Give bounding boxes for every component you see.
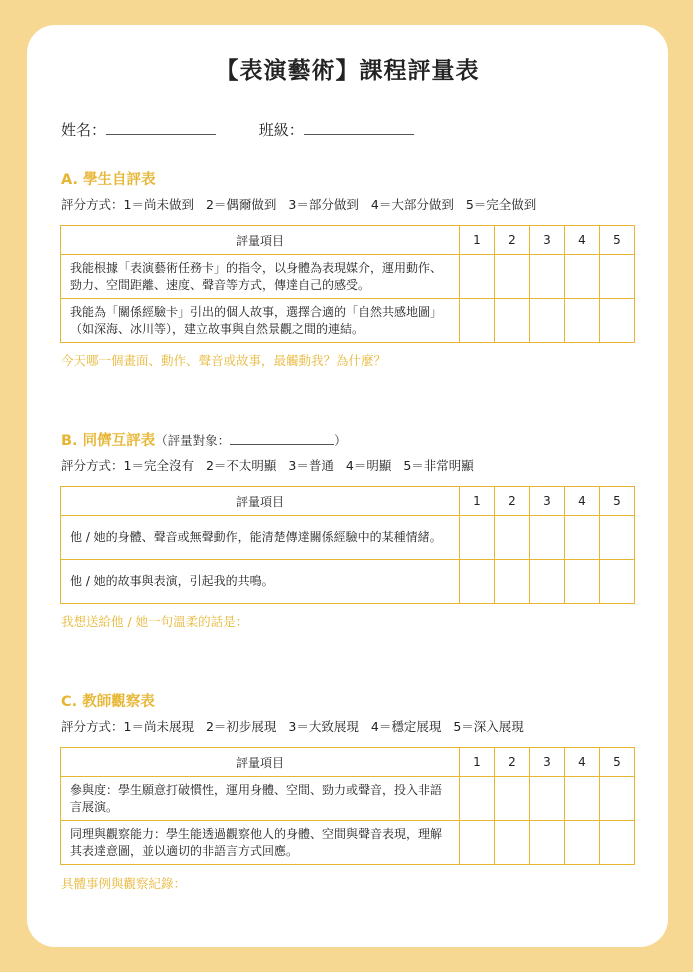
score-cell[interactable] [495,516,530,560]
score-cell[interactable] [495,255,530,299]
class-field [259,119,414,140]
header-score-4: 4 [565,487,600,516]
target-input-line[interactable] [230,432,334,445]
name-label: 姓名： [61,121,107,139]
table-row [61,516,635,560]
score-cell[interactable] [495,777,530,821]
score-cell[interactable] [460,777,495,821]
score-cell[interactable] [600,299,635,343]
item-text: 我能為「關係經驗卡」引出的個人故事，選擇合適的「自然共感地圖」（如深海、冰川等），建立故事與自然景觀之間的連結。 [61,299,460,343]
table-row [61,299,635,343]
score-cell[interactable] [460,299,495,343]
score-cell[interactable] [600,821,635,865]
section-a-title: A. 學生自評表 [61,172,156,188]
score-cell[interactable] [495,299,530,343]
section-a-scale: 評分方式：1＝尚未做到 2＝偶爾做到 3＝部分做到 4＝大部分做到 5＝完全做到 [61,197,537,212]
header-score-1: 1 [460,226,495,255]
score-cell[interactable] [460,821,495,865]
score-cell[interactable] [530,299,565,343]
header-score-3: 3 [530,487,565,516]
section-c-scale: 評分方式：1＝尚未展現 2＝初步展現 3＝大致展現 4＝穩定展現 5＝深入展現 [61,719,524,734]
header-score-4: 4 [565,226,600,255]
section-b-prompt: 我想送給他 / 她一句溫柔的話是： [61,614,249,629]
page-title: 【表演藝術】課程評量表 [215,58,480,84]
table-header-row [61,487,635,516]
header-score-3: 3 [530,226,565,255]
item-text: 他 / 她的故事與表演，引起我的共鳴。 [61,560,460,604]
score-cell[interactable] [495,821,530,865]
table-row [61,560,635,604]
header-score-5: 5 [600,226,635,255]
score-cell[interactable] [565,299,600,343]
section-c-title: C. 教師觀察表 [61,694,155,710]
name-field [61,119,216,140]
item-text: 他 / 她的身體、聲音或無聲動作，能清楚傳達關係經驗中的某種情緒。 [61,516,460,560]
section-b-title: B. 同儕互評表（評量對象： ） [61,433,347,449]
section-c-prompt: 具體事例與觀察紀錄： [61,876,187,891]
section-b-scale: 評分方式：1＝完全沒有 2＝不太明顯 3＝普通 4＝明顯 5＝非常明顯 [61,458,474,473]
score-cell[interactable] [565,821,600,865]
student-info-row [61,119,452,140]
header-score-4: 4 [565,748,600,777]
item-text: 同理與觀察能力：學生能透過觀察他人的身體、空間與聲音表現，理解其表達意圖，並以適切的非語言方式回應。 [61,821,460,865]
score-cell[interactable] [530,821,565,865]
score-cell[interactable] [530,777,565,821]
score-cell[interactable] [495,560,530,604]
score-cell[interactable] [530,516,565,560]
evaluation-sheet [27,25,668,947]
table-row [61,821,635,865]
score-cell[interactable] [600,255,635,299]
score-cell[interactable] [565,560,600,604]
score-cell[interactable] [460,255,495,299]
header-score-5: 5 [600,487,635,516]
header-item: 評量項目 [61,487,460,516]
score-cell[interactable] [565,777,600,821]
item-text: 我能根據「表演藝術任務卡」的指令，以身體為表現媒介，運用動作、勁力、空間距離、速度、聲音等方式，傳達自己的感受。 [61,255,460,299]
table-row [61,777,635,821]
item-text: 參與度：學生願意打破慣性，運用身體、空間、勁力或聲音，投入非語言展演。 [61,777,460,821]
score-cell[interactable] [460,516,495,560]
header-score-5: 5 [600,748,635,777]
table-header-row [61,226,635,255]
section-c-table [60,747,635,865]
section-a-prompt: 今天哪一個畫面、動作、聲音或故事，最觸動我？為什麼？ [61,353,387,368]
header-score-2: 2 [495,226,530,255]
header-item: 評量項目 [61,226,460,255]
header-item: 評量項目 [61,748,460,777]
score-cell[interactable] [530,560,565,604]
score-cell[interactable] [565,255,600,299]
header-score-2: 2 [495,487,530,516]
score-cell[interactable] [565,516,600,560]
score-cell[interactable] [600,560,635,604]
section-b-table [60,486,635,604]
score-cell[interactable] [600,777,635,821]
score-cell[interactable] [530,255,565,299]
header-score-1: 1 [460,748,495,777]
class-label: 班級： [258,121,304,139]
header-score-2: 2 [495,748,530,777]
header-score-3: 3 [530,748,565,777]
name-input-line[interactable] [106,120,216,135]
table-header-row [61,748,635,777]
section-b-target: （評量對象： ） [155,433,347,448]
header-score-1: 1 [460,487,495,516]
score-cell[interactable] [600,516,635,560]
class-input-line[interactable] [304,120,414,135]
score-cell[interactable] [460,560,495,604]
section-a-table [60,225,635,343]
table-row [61,255,635,299]
